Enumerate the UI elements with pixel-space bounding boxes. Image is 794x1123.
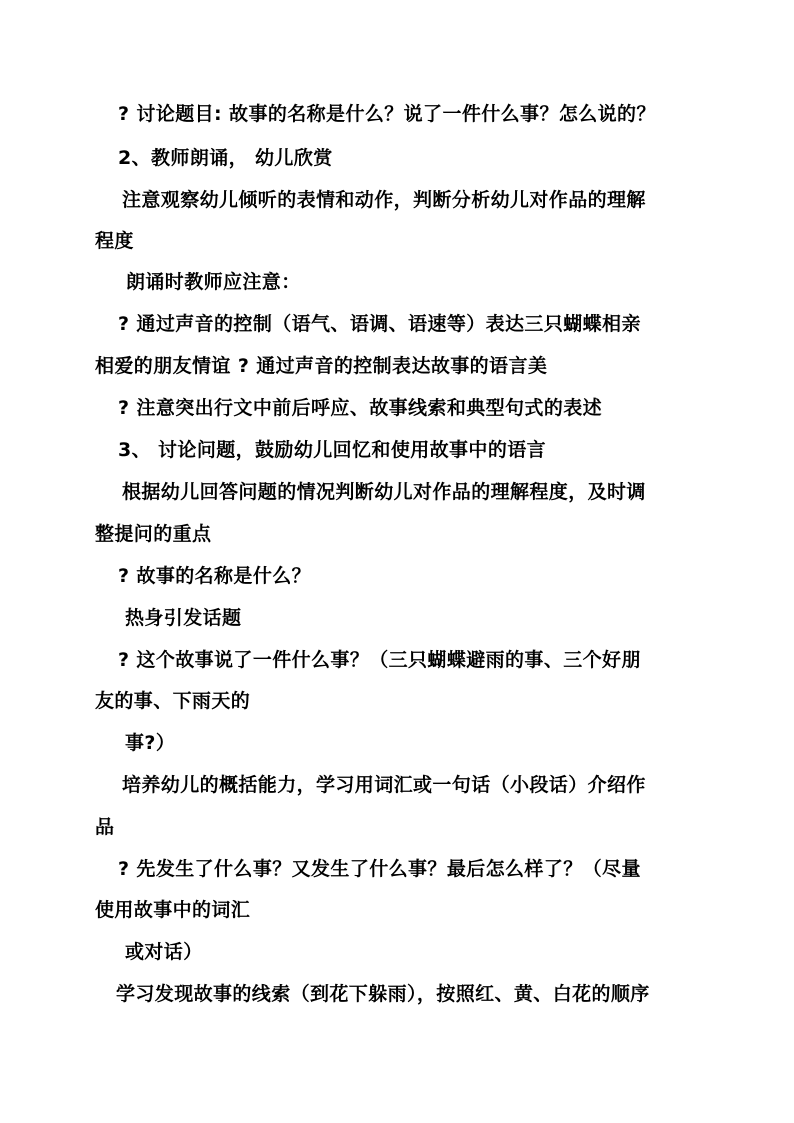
bullet-line: 或对话） [125, 941, 203, 963]
paragraph-line: 培养幼儿的概括能力，学习用词汇或一句话（小段话）介绍作 [122, 774, 646, 796]
paragraph-line: 注意观察幼儿倾听的表情和动作，判断分析幼儿对作品的理解 [122, 189, 646, 211]
bullet-line: 相爱的朋友情谊 ? 通过声音的控制表达故事的语言美 [95, 355, 548, 377]
bullet-line: ? 这个故事说了一件什么事？（三只蝴蝶避雨的事、三个好朋 [118, 649, 641, 671]
paragraph-line: 根据幼儿回答问题的情况判断幼儿对作品的理解程度，及时调 [122, 481, 646, 503]
bullet-line: 事?） [125, 732, 176, 754]
discussion-topic-line: ? 讨论题目: 故事的名称是什么？说了一件什么事？怎么说的？ [118, 103, 656, 125]
paragraph-line: 学习发现故事的线索（到花下躲雨），按照红、黄、白花的顺序 [116, 983, 650, 1005]
paragraph-line: 朗诵时教师应注意： [126, 271, 301, 293]
paragraph-line: 品 [95, 816, 115, 838]
bullet-line: ? 故事的名称是什么？ [118, 565, 312, 587]
paragraph-line: 程度 [95, 230, 134, 252]
bullet-line: 友的事、下雨天的 [95, 690, 251, 712]
bullet-line: ? 注意突出行文中前后呼应、故事线索和典型句式的表述 [118, 397, 603, 419]
bullet-line: ? 先发生了什么事？又发生了什么事？最后怎么样了？（尽量 [118, 858, 641, 880]
bullet-line: ? 通过声音的控制（语气、语调、语速等）表达三只蝴蝶相亲 [118, 313, 641, 335]
section-3-heading: 3、 讨论问题，鼓励幼儿回忆和使用故事中的语言 [118, 439, 547, 461]
section-2-heading: 2、教师朗诵， 幼儿欣赏 [118, 147, 333, 169]
bullet-line: 使用故事中的词汇 [95, 899, 251, 921]
paragraph-line: 热身引发话题 [125, 607, 242, 629]
paragraph-line: 整提问的重点 [95, 523, 212, 545]
